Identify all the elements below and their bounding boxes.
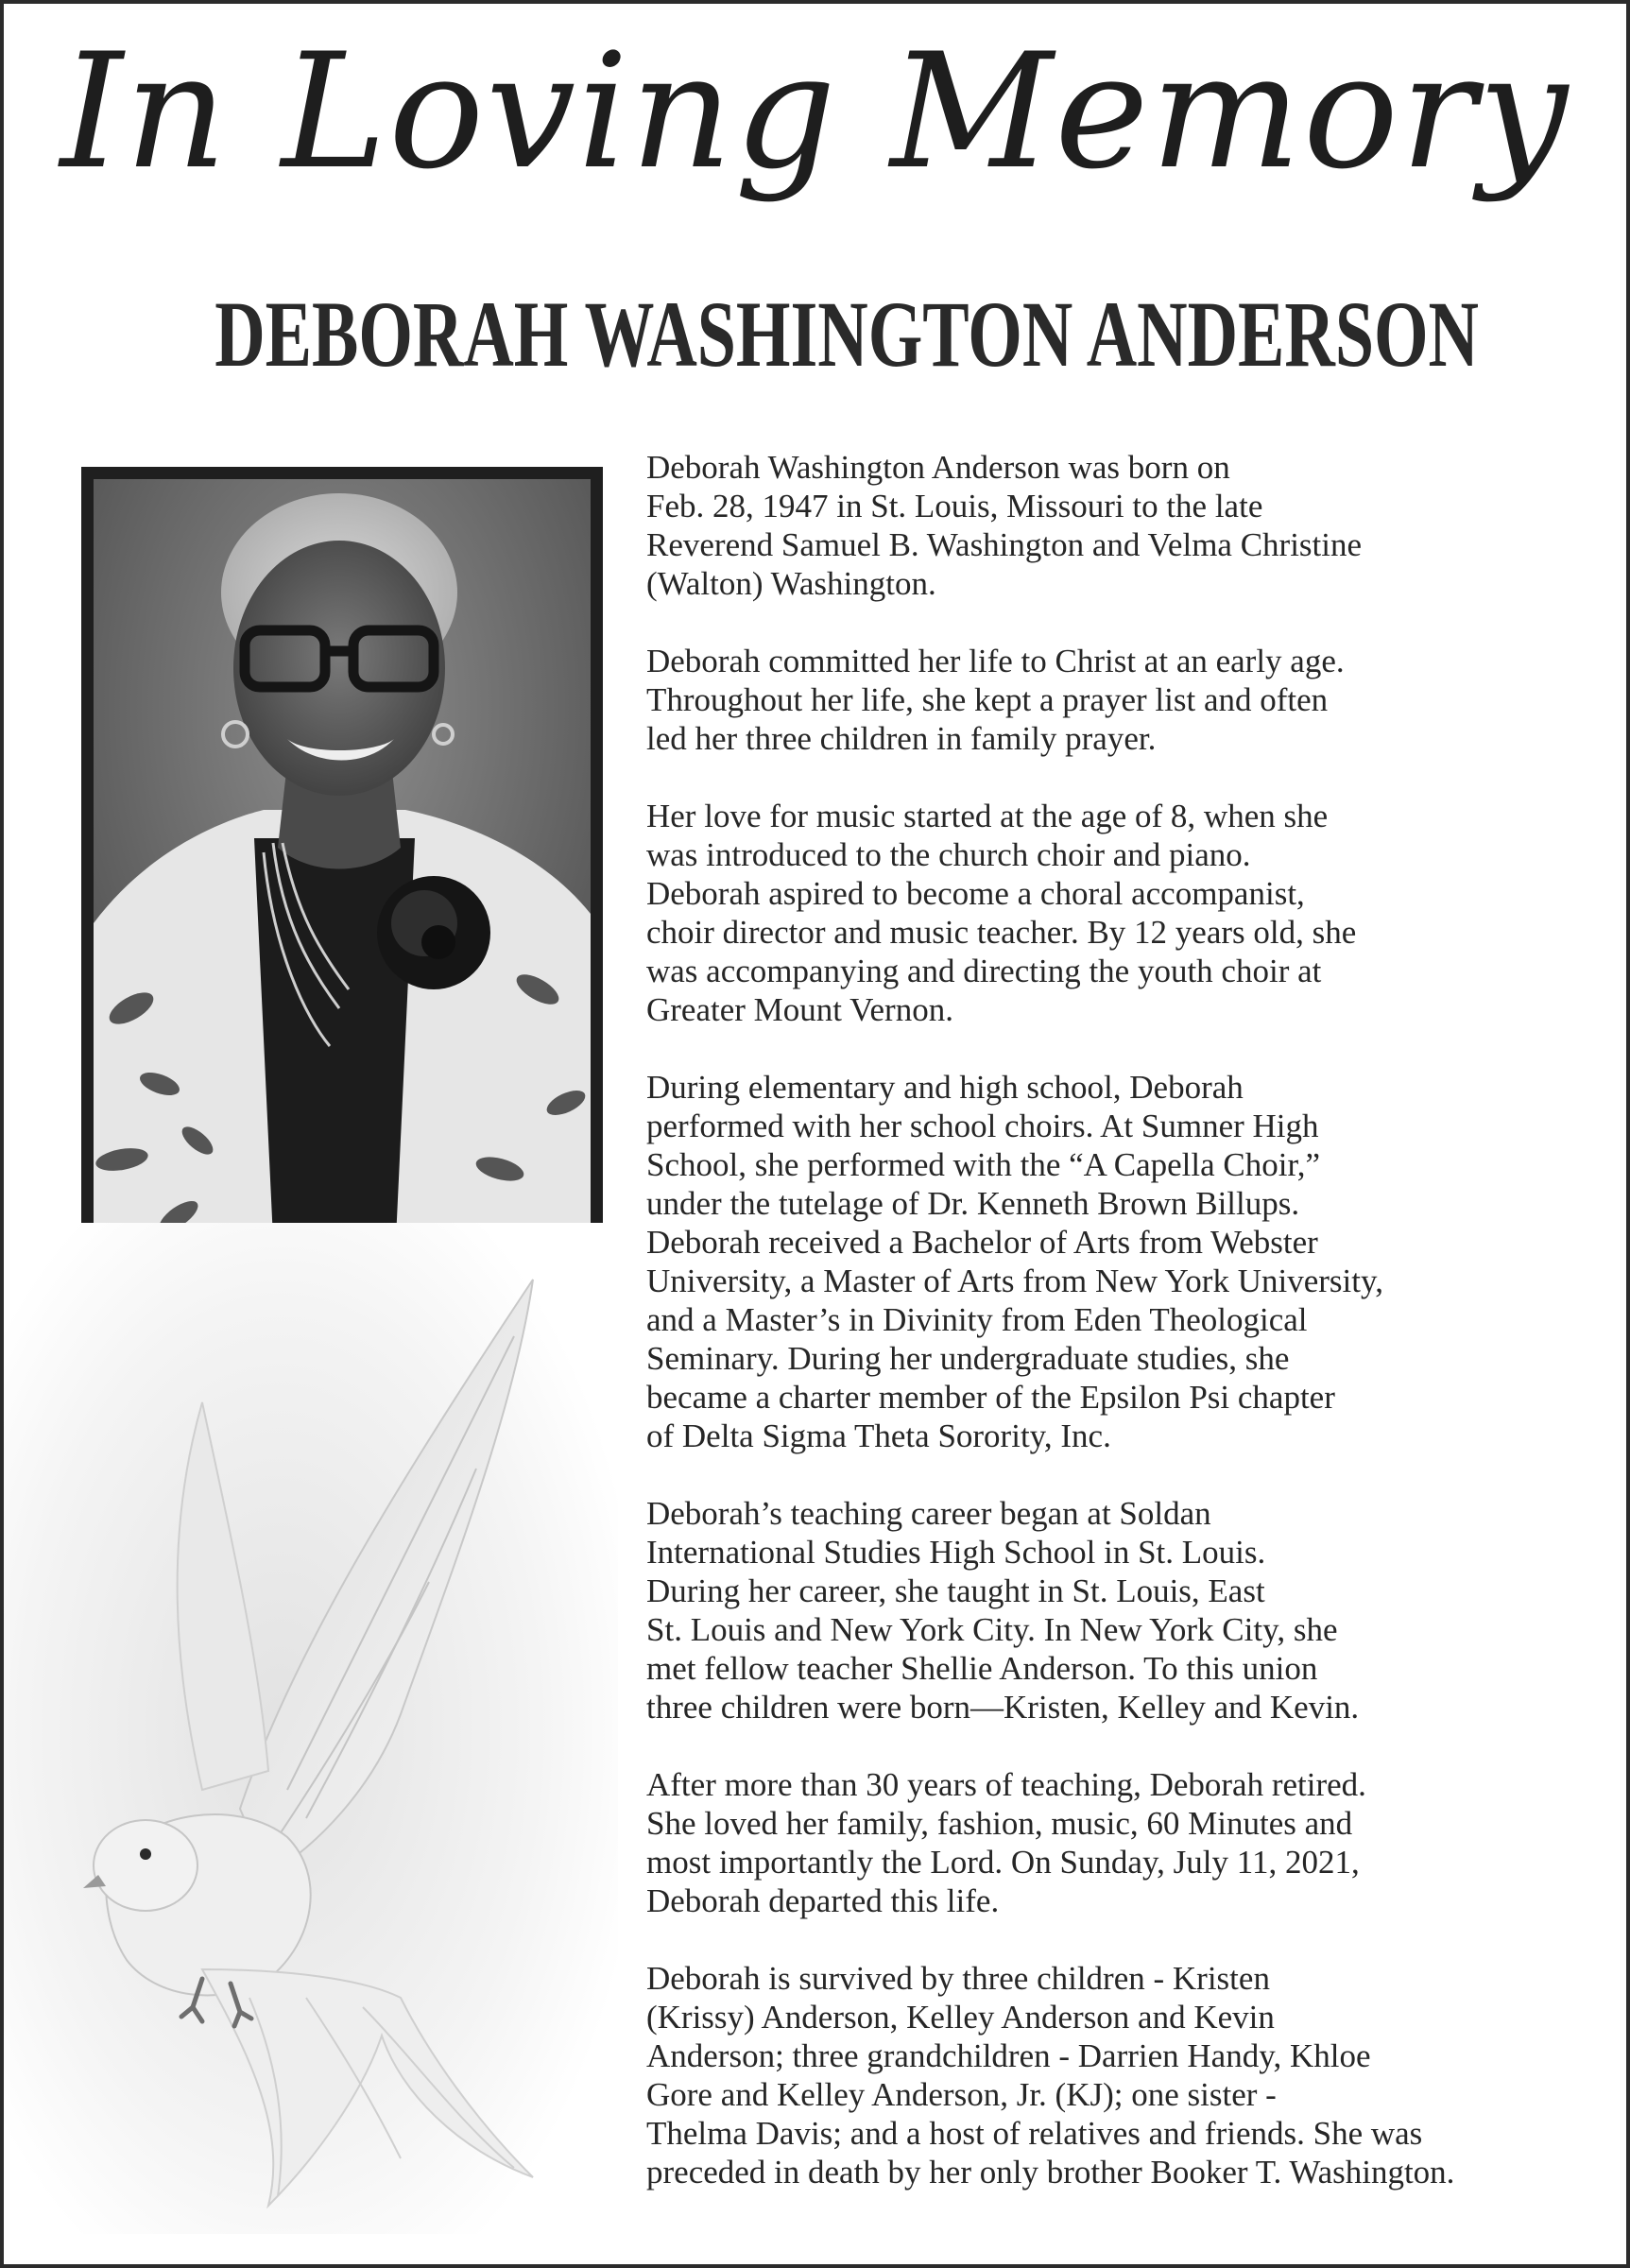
obituary-line: was accompanying and directing the youth choir at bbox=[646, 953, 1322, 989]
obituary-line: Deborah is survived by three children - Kristen bbox=[646, 1960, 1270, 1997]
obituary-line: preceded in death by her only brother Booker T. Washington. bbox=[646, 2154, 1455, 2191]
obituary-line: Gore and Kelley Anderson, Jr. (KJ); one sister - bbox=[646, 2076, 1277, 2113]
obituary-text-column bbox=[646, 448, 1610, 2191]
obituary-line: During her career, she taught in St. Louis, East bbox=[646, 1572, 1265, 1609]
portrait-photo bbox=[81, 467, 603, 1251]
obituary-line: three children were born—Kristen, Kelley and Kevin. bbox=[646, 1689, 1360, 1726]
obituary-line: Deborah’s teaching career began at Soldan bbox=[646, 1495, 1211, 1532]
obituary-line: During elementary and high school, Deborah bbox=[646, 1069, 1244, 1106]
obituary-line: School, she performed with the “A Capella Choir,” bbox=[646, 1146, 1321, 1183]
obituary-paragraph bbox=[646, 448, 1610, 603]
obituary-line: most importantly the Lord. On Sunday, July 11, 2021, bbox=[646, 1844, 1360, 1881]
obituary-line: choir director and music teacher. By 12 years old, she bbox=[646, 914, 1357, 951]
obituary-line: was introduced to the church choir and piano. bbox=[646, 836, 1251, 873]
obituary-paragraph bbox=[646, 1494, 1610, 1727]
obituary-paragraph bbox=[646, 1959, 1610, 2191]
portrait-image bbox=[94, 479, 591, 1239]
obituary-line: and a Master’s in Divinity from Eden Theological bbox=[646, 1301, 1308, 1338]
obituary-line: Greater Mount Vernon. bbox=[646, 991, 953, 1028]
obituary-paragraph bbox=[646, 642, 1610, 758]
obituary-paragraph bbox=[646, 1765, 1610, 1920]
obituary-line: Reverend Samuel B. Washington and Velma Christine bbox=[646, 526, 1363, 563]
obituary-line: University, a Master of Arts from New York University, bbox=[646, 1263, 1383, 1299]
obituary-line: (Krissy) Anderson, Kelley Anderson and Kevin bbox=[646, 1999, 1275, 2036]
obituary-line: Deborah Washington Anderson was born on bbox=[646, 449, 1230, 486]
obituary-line: Deborah received a Bachelor of Arts from Webster bbox=[646, 1224, 1318, 1261]
obituary-line: Deborah departed this life. bbox=[646, 1882, 1000, 1919]
obituary-line: Deborah committed her life to Christ at an early age. bbox=[646, 643, 1345, 679]
obituary-line: After more than 30 years of teaching, Deborah retired. bbox=[646, 1766, 1366, 1803]
obituary-line: led her three children in family prayer. bbox=[646, 720, 1157, 757]
obituary-line: under the tutelage of Dr. Kenneth Brown Billups. bbox=[646, 1185, 1300, 1222]
obituary-line: performed with her school choirs. At Sumner High bbox=[646, 1108, 1319, 1144]
dove-illustration bbox=[4, 1223, 618, 2234]
deceased-name-heading: DEBORAH WASHINGTON ANDERSON bbox=[214, 282, 1479, 387]
obituary-line: Deborah aspired to become a choral accompanist, bbox=[646, 875, 1305, 912]
obituary-paragraph bbox=[646, 797, 1610, 1029]
obituary-line: Seminary. During her undergraduate studies, she bbox=[646, 1340, 1290, 1377]
obituary-line: Feb. 28, 1947 in St. Louis, Missouri to the late bbox=[646, 488, 1263, 524]
in-loving-memory-title: In Loving Memory bbox=[60, 19, 1570, 204]
obituary-line: St. Louis and New York City. In New York City, she bbox=[646, 1611, 1338, 1648]
obituary-paragraph bbox=[646, 1068, 1610, 1455]
dove-icon bbox=[4, 1223, 618, 2234]
obituary-line: became a charter member of the Epsilon Psi chapter bbox=[646, 1379, 1335, 1416]
obituary-line: International Studies High School in St. Louis. bbox=[646, 1534, 1266, 1571]
obituary-line: She loved her family, fashion, music, 60 Minutes and bbox=[646, 1805, 1353, 1842]
obituary-line: Thelma Davis; and a host of relatives and friends. She was bbox=[646, 2115, 1423, 2152]
obituary-line: Throughout her life, she kept a prayer list and often bbox=[646, 681, 1329, 718]
obituary-line: of Delta Sigma Theta Sorority, Inc. bbox=[646, 1418, 1111, 1454]
obituary-line: Anderson; three grandchildren - Darrien Handy, Khloe bbox=[646, 2037, 1371, 2074]
obituary-line: (Walton) Washington. bbox=[646, 565, 936, 602]
obituary-line: met fellow teacher Shellie Anderson. To this union bbox=[646, 1650, 1318, 1687]
obituary-line: Her love for music started at the age of 8, when she bbox=[646, 798, 1329, 834]
